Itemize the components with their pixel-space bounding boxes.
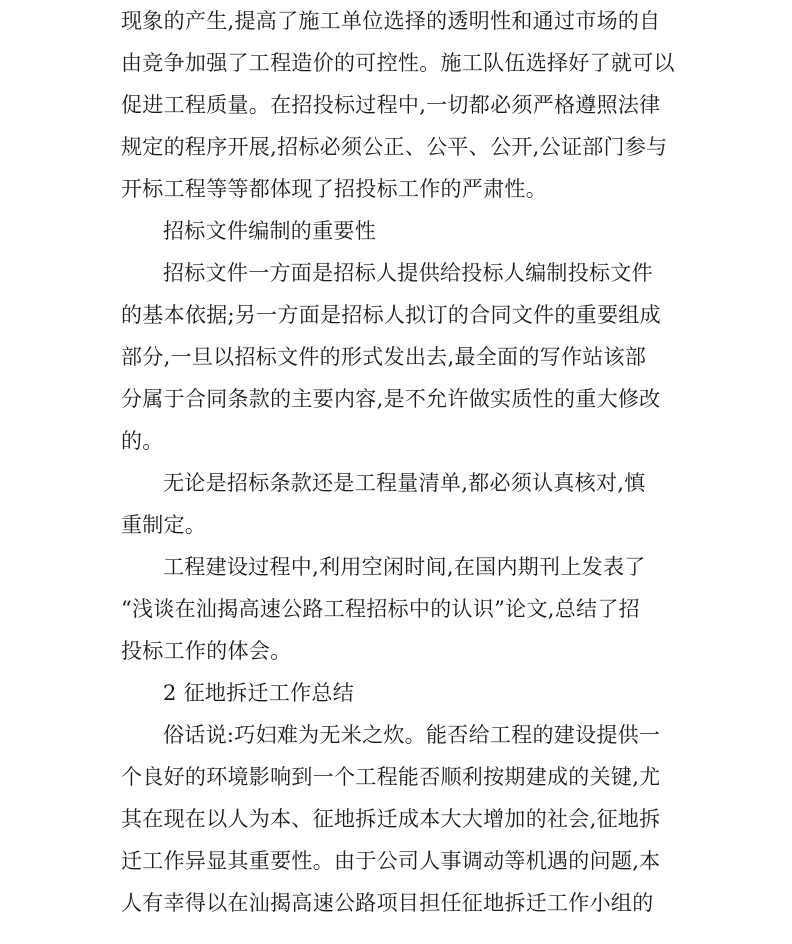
paragraph — [121, 546, 681, 672]
text-line: 俗话说:巧妇难为无米之炊。能否给工程的建设提供一 — [163, 723, 661, 747]
text-line: 由竞争加强了工程造价的可控性。施工队伍选择好了就可以 — [121, 51, 675, 75]
text-line: 其在现在以人为本、征地拆迁成本大大增加的社会,征地拆 — [121, 807, 661, 831]
paragraph — [121, 252, 681, 462]
text-line: 工程建设过程中,利用空闲时间,在国内期刊上发表了 — [163, 555, 646, 579]
text-line: 的。 — [121, 429, 164, 453]
text-line: 无论是招标条款还是工程量清单,都必须认真核对,慎 — [163, 471, 646, 495]
text-line: 的基本依据;另一方面是招标人拟订的合同文件的重要组成 — [121, 303, 661, 327]
paragraph-continuation — [121, 0, 681, 210]
text-line: 个良好的环境影响到一个工程能否顺利按期建成的关键,尤 — [121, 765, 661, 789]
section-heading — [121, 672, 681, 714]
text-line: 部分,一旦以招标文件的形式发出去,最全面的写作站该部 — [121, 345, 647, 369]
text-line: 人有幸得以在汕揭高速公路项目担任征地拆迁工作小组的 — [121, 891, 654, 915]
text-line: 重制定。 — [121, 513, 207, 537]
text-line: 迁工作异显其重要性。由于公司人事调动等机遇的问题,本 — [121, 849, 661, 873]
paragraph — [121, 462, 681, 546]
text-line: “浅谈在汕揭高速公路工程招标中的认识”论文,总结了招 — [121, 597, 640, 621]
heading-text: 2 征地拆迁工作总结 — [163, 681, 355, 705]
text-line: 现象的产生,提高了施工单位选择的透明性和通过市场的自 — [121, 9, 661, 33]
heading-text: 招标文件编制的重要性 — [163, 219, 376, 243]
text-line: 促进工程质量。在招投标过程中,一切都必须严格遵照法律 — [121, 93, 661, 117]
document-page — [121, 0, 681, 924]
text-line: 分属于合同条款的主要内容,是不允许做实质性的重大修改 — [121, 387, 661, 411]
text-line: 规定的程序开展,招标必须公正、公平、公开,公证部门参与 — [121, 135, 668, 159]
text-line: 开标工程等等都体现了招投标工作的严肃性。 — [121, 177, 547, 201]
paragraph — [121, 714, 681, 924]
section-heading — [121, 210, 681, 252]
text-line: 招标文件一方面是招标人提供给投标人编制投标文件 — [163, 261, 653, 285]
text-line: 投标工作的体会。 — [121, 639, 292, 663]
